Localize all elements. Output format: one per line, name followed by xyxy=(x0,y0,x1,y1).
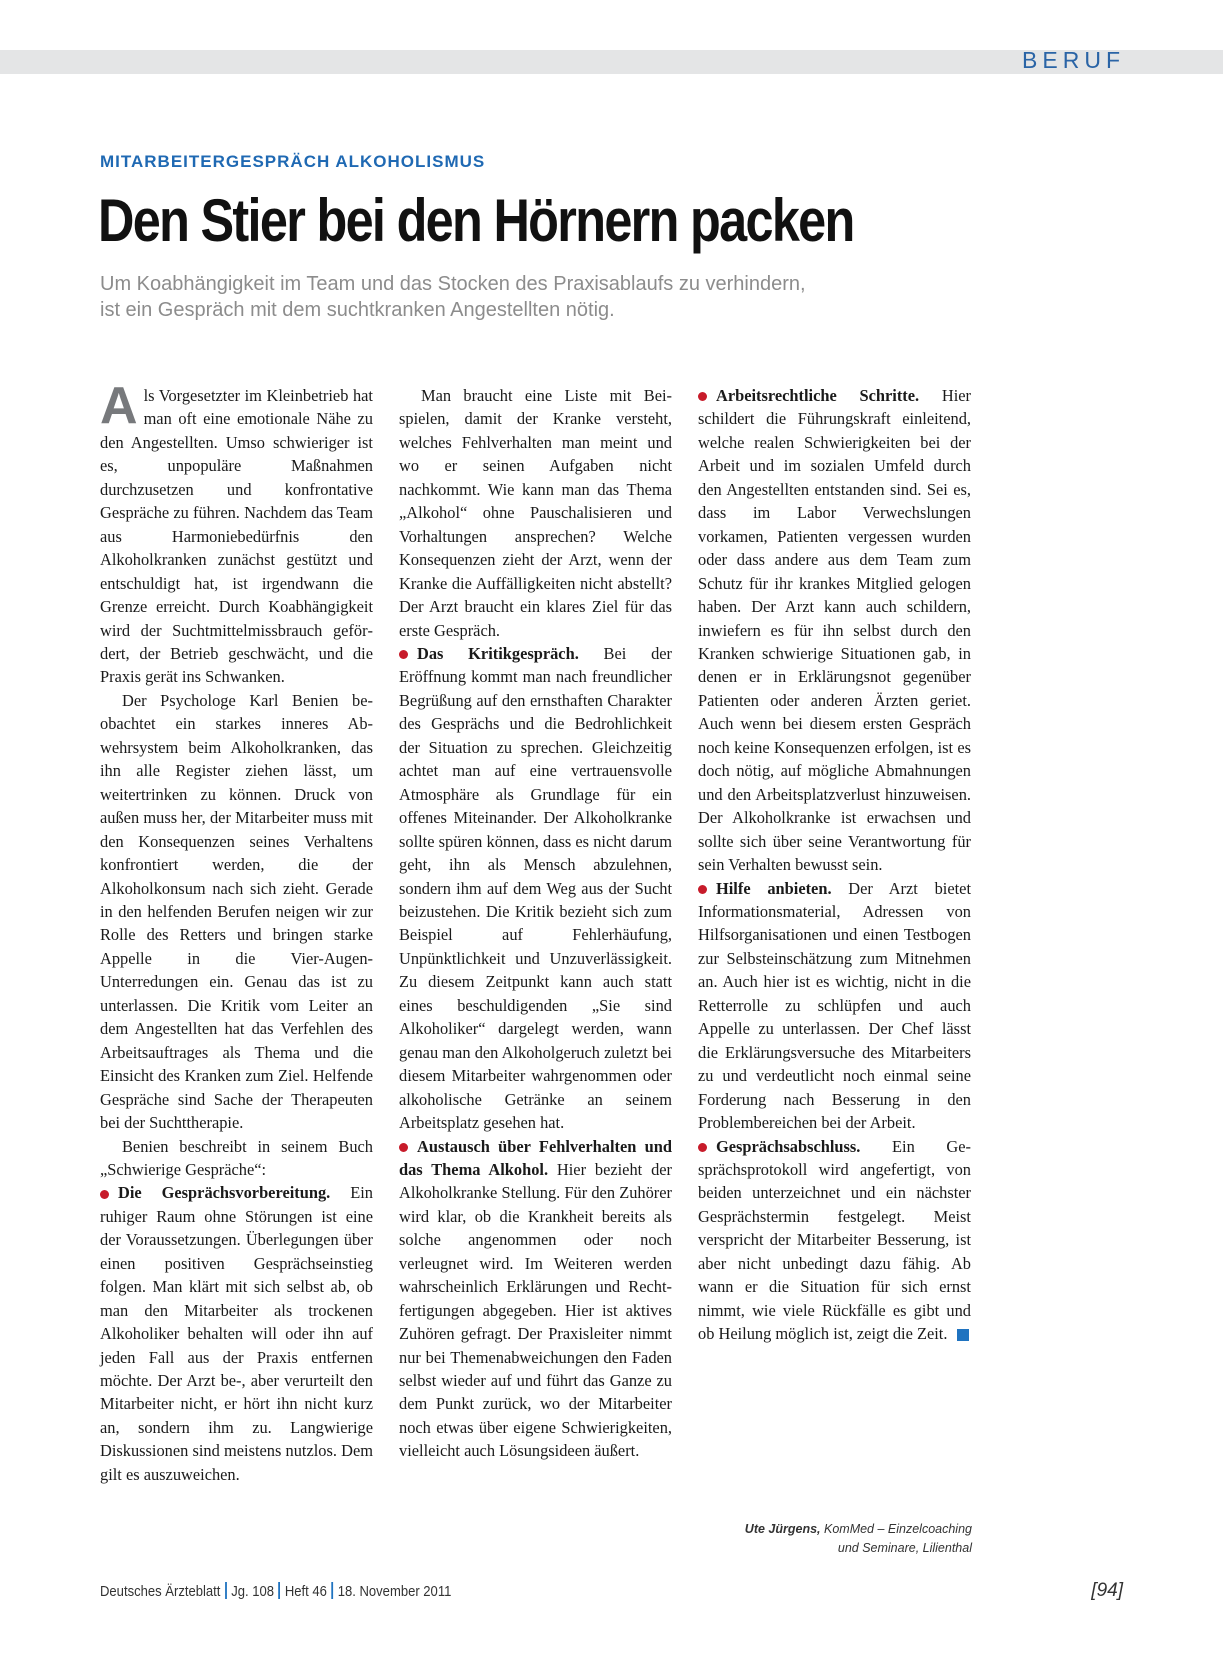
section-heading: Gesprächsabschluss. xyxy=(716,1136,861,1156)
paragraph-intro xyxy=(100,377,373,689)
column-3 xyxy=(698,384,971,1346)
section-label: BERUF xyxy=(1022,47,1125,73)
standfirst-line-2: ist ein Gespräch mit dem suchtkranken Angestellten nötig. xyxy=(100,299,615,321)
bullet-icon xyxy=(399,1143,408,1152)
section-hilfe xyxy=(698,877,971,1135)
column-2 xyxy=(399,384,672,1463)
section-text: Ein ruhiger Raum ohne Störungen ist eine der Voraussetzungen. Überlegungen über einen positiven Gesprächseinstieg folgen. Man klärt mit sich selbst ab, ob man den Mitarbeiter als trockenen Alkoholiker behalten will oder ihn auf jeden Fall aus der Praxis entfernen möchte. Der Arzt be-, aber verurteilt den Mitarbeiter nicht, er hört ihn nicht kurz an, sondern ihm zu. Langwierige Diskussionen sind meistens nutzlos. Dem gilt es auszuweichen. xyxy=(100,1183,374,1484)
author-byline xyxy=(700,1520,972,1558)
article-kicker: MITARBEITERGESPRÄCH ALKOHOLISMUS xyxy=(100,152,486,171)
paragraph-1-text: ls Vorgesetzter im Kleinbetrieb hat man oft eine emotionale Nähe zu den Angestellten. Umso schwieriger ist es, unpopuläre Maßnahmen durchzusetzen und konfrontative Gespräche zu führen. Nachdem das Team aus Harmoniebedürfnis den Alkoholkranken zunächst gestützt und entschuldigt hat, ist irgendwann die Grenze erreicht. Durch Koabhängigkeit wird der Suchtmittelmissbrauch gefördert, der Betrieb geschwächt, und die Praxis gerät ins Schwanken. xyxy=(100,386,373,687)
bullet-icon xyxy=(399,650,408,659)
author-name: Ute Jürgens, xyxy=(744,1522,821,1536)
bullet-icon xyxy=(100,1190,109,1199)
section-austausch xyxy=(399,1135,672,1463)
section-text: Der Arzt bietet Informationsmaterial, Adressen von Hilfsorganisationen und einen Testbogen zur Selbsteinschätzung zum Mitnehmen an. Auch hier ist es wichtig, nicht in die Retterrolle zu schlüpfen und auch Appelle zu unterlassen. Der Chef lässt die Erklärungsversuche des Mitarbeiters zu und verdeutlicht noch einmal seine Forderung nach Besserung in den Problembereichen bei der Arbeit. xyxy=(698,878,971,1133)
section-text: Hier schildert die Führungskraft einleitend, welche realen Schwierigkeiten bei der Arbeit und im sozialen Umfeld durch den Angestellten entstanden sind. Sei es, dass im Labor Verwechslungen vorkamen, Patienten vergessen wurden oder dass andere aus dem Team zum Schutz für ihr krankes Mitglied gelogen haben. Der Arzt kann auch schildern, inwiefern es für ihn selbst durch den Kranken schwierige Situationen gab, in denen er in Erklärungsnot gegenüber Patienten oder anderen Ärzten geriet. Auch wenn bei diesem ersten Gespräch noch keine Konsequenzen erfolgen, ist es doch nötig, auf mögliche Abmahnungen und den Arbeitsplatzverlust hinzuweisen. Der Alkoholkranke ist erwachsen und sollte sich über seine Verantwortung für sein Verhalten bewusst sein. xyxy=(698,386,971,875)
separator xyxy=(331,1582,333,1599)
section-arbeitsrecht xyxy=(698,384,971,877)
section-heading: Das Kritikgespräch. xyxy=(417,643,579,663)
column-1 xyxy=(100,377,374,1486)
section-heading: Hilfe anbieten. xyxy=(716,878,832,898)
article-headline: Den Stier bei den Hörnern packen xyxy=(98,187,854,254)
issue-date: 18. November 2011 xyxy=(337,1584,452,1600)
bullet-icon xyxy=(698,885,707,894)
journal-name: Deutsches Ärzteblatt xyxy=(100,1584,221,1600)
separator xyxy=(279,1582,281,1599)
paragraph-2: Der Psychologe Karl Benien beobachtet ein starkes inneres Abwehrsystem beim Alkoholkranken, das ihn alle Register ziehen lässt, um weitertrinken zu können. Druck von außen muss her, der Mitarbeiter muss mit den Konsequenzen seines Verhaltens konfrontiert werden, die der Alkoholkonsum nach sich zieht. Gerade in den helfenden Berufen neigen wir zur Rolle des Retters und bringen starke Appelle in die Vier-Augen-Unterredungen ein. Genau das ist zu unterlassen. Die Kritik vom Leiter an dem Angestellten hat das Verfehlen des Arbeitsauftrages als Thema und die Einsicht des Kranken zum Ziel. Helfende Gespräche sind Sache der Therapeuten bei der Suchttherapie. xyxy=(100,690,373,1133)
standfirst-line-1: Um Koabhängigkeit im Team und das Stocken des Praxisablaufs zu verhindern, xyxy=(100,273,806,295)
article-standfirst xyxy=(100,271,980,323)
page-number: [94] xyxy=(1091,1580,1123,1601)
paragraph-3: Benien beschreibt in seinem Buch „Schwierige Gespräche“: xyxy=(100,1136,373,1179)
section-kritikgespraech xyxy=(399,642,672,1135)
author-affiliation-2: und Seminare, Lilienthal xyxy=(837,1541,972,1555)
volume: Jg. 108 xyxy=(231,1584,275,1600)
drop-cap: A xyxy=(100,377,138,435)
issue: Heft 46 xyxy=(284,1584,327,1600)
section-heading: Arbeitsrechtliche Schritte. xyxy=(716,386,920,405)
section-text: Hier bezieht der Alkoholkranke Stellung. Für den Zuhörer wird klar, ob die Krankheit bereits als solche angenommen oder noch verleugnet wird. Im Weiteren werden wahrscheinlich Erklärungen und Rechtfertigungen abgegeben. Hier ist aktives Zuhören gefragt. Der Praxisleiter nimmt nur bei Themenabweichungen den Faden selbst wieder auf und führt das Ganze zu dem Punkt zurück, wo der Mitarbeiter noch etwas über eigene Schwierigkeiten, vielleicht auch Lösungsideen äußert. xyxy=(399,1159,672,1461)
separator xyxy=(225,1582,227,1599)
section-heading: Die Gesprächsvorbereitung. xyxy=(118,1183,331,1203)
page-footer xyxy=(100,1582,451,1600)
section-abschluss xyxy=(698,1135,971,1346)
end-mark-icon xyxy=(957,1329,969,1341)
section-vorbereitung xyxy=(100,1181,373,1486)
author-affiliation-1: KomMed – Einzelcoaching xyxy=(820,1522,972,1536)
bullet-icon xyxy=(698,1143,707,1152)
section-heading: Austausch über Fehlverhalten und das Thema Alkohol. xyxy=(399,1136,672,1179)
paragraph-4: Man braucht eine Liste mit Beispielen, damit der Kranke versteht, welches Fehlverhalten man meint und wo er seinen Aufgaben nicht nachkommt. Wie kann man das Thema „Alkohol“ ohne Pauschalisieren und Vorhaltungen ansprechen? Welche Konsequenzen zieht der Arzt, wenn der Kranke die Auffälligkeiten nicht abstellt? Der Arzt braucht ein klares Ziel für das erste Gespräch. xyxy=(399,386,672,640)
section-text: Ein Gesprächsprotokoll wird angefertigt, von beiden unterzeichnet und ein nächster Gesprächstermin festgelegt. Meist verspricht der Mitarbeiter Besserung, ist aber nicht unbedingt dazu fähig. Ab wann er die Situation für sich ernst nimmt, wie viele Rückfälle es gibt und ob Heilung möglich ist, zeigt die Zeit. xyxy=(698,1136,971,1344)
section-text: Bei der Eröffnung kommt man nach freundlicher Begrüßung auf den ernsthaften Charakter des Gesprächs und die Bedrohlichkeit der Situation zu sprechen. Gleichzeitig achtet man auf eine vertrauensvolle Atmosphäre als Grundlage für ein offenes Miteinander. Der Alkoholkranke sollte spüren können, dass es nicht darum geht, ihn als Mensch abzulehnen, sondern ihm auf dem Weg aus der Sucht beizustehen. Die Kritik bezieht sich zum Beispiel auf Fehlerhäufung, Unpünktlichkeit und Unzuverlässigkeit. Zu diesem Zeitpunkt kann auch statt eines beschuldigenden „Sie sind Alkoholiker“ dargelegt werden, wann genau man den Alkoholgeruch zuletzt bei diesem Mitarbeiter wahrgenommen oder alkoholische Getränke an seinem Arbeitsplatz gesehen hat. xyxy=(399,643,672,1133)
bullet-icon xyxy=(698,392,707,401)
